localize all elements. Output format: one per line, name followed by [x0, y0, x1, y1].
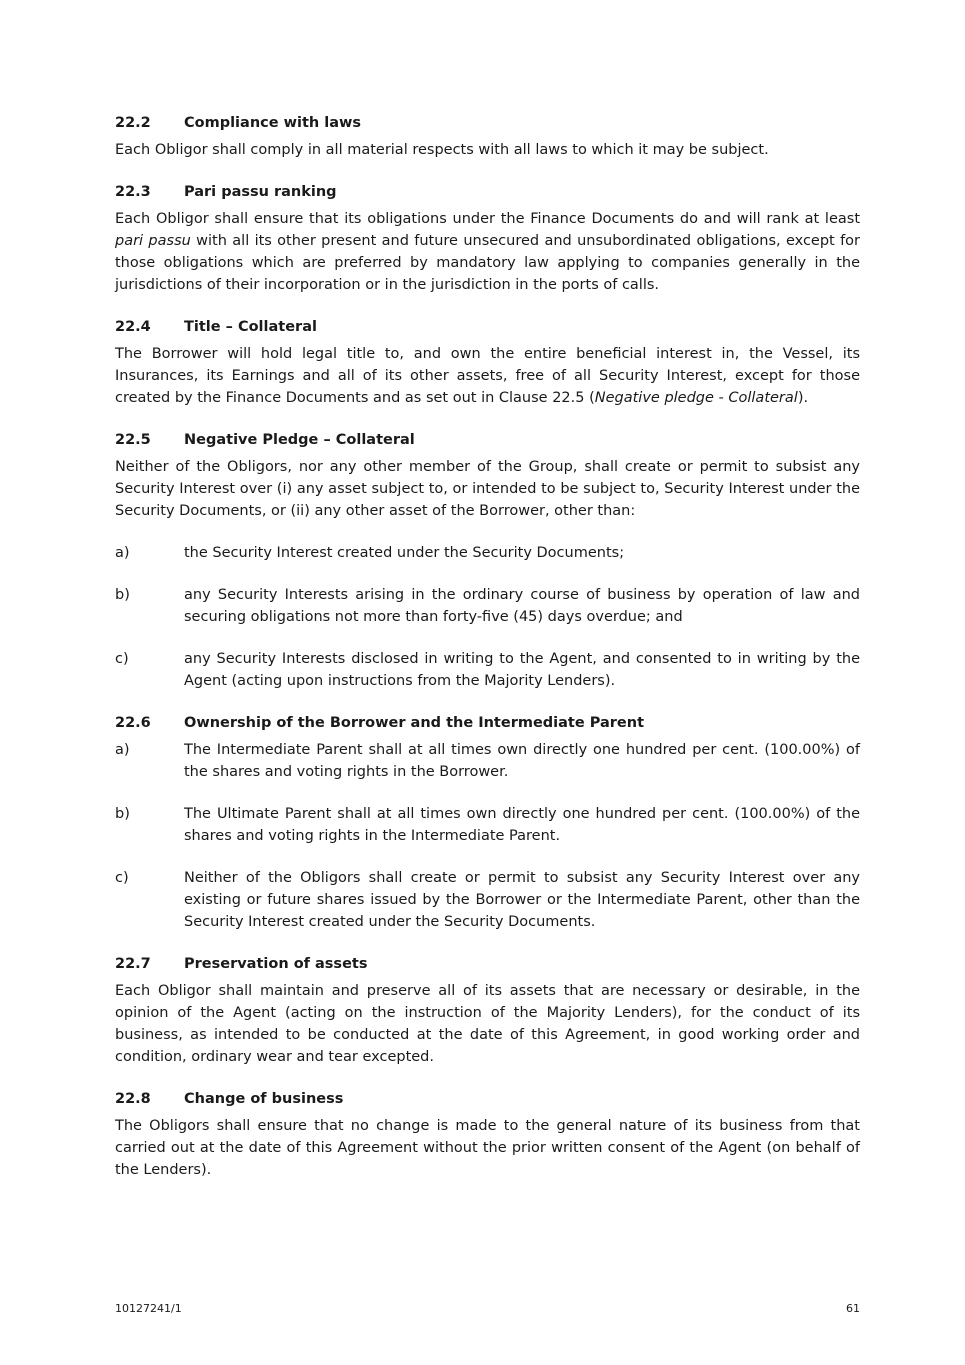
section-paragraph: Each Obligor shall maintain and preserve all of its assets that are necessary or desirable, in the opinion of the Agent (acting on the instruction of the Majority Lenders), for the conduct of its business, as intended to be conducted at the date of this Agreement, in good working order and condition, ordinary wear and tear excepted.: [115, 983, 860, 1065]
list-item: [115, 739, 860, 783]
section-heading: [115, 316, 860, 338]
paragraph-text: Each Obligor shall ensure that its obligations under the Finance Documents do and will rank at least: [115, 211, 860, 227]
list-item-text: The Ultimate Parent shall at all times own directly one hundred per cent. (100.00%) of the shares and voting rights in the Intermediate Parent.: [184, 806, 860, 844]
section-heading: [115, 712, 860, 734]
section-paragraph: The Obligors shall ensure that no change is made to the general nature of its business from that carried out at the date of this Agreement without the prior written consent of the Agent (on behalf of the Lenders).: [115, 1118, 860, 1178]
section-title: Negative Pledge – Collateral: [184, 432, 415, 448]
section-number: 22.2: [115, 115, 151, 131]
page-footer: [115, 1302, 860, 1315]
list-item-label: c): [115, 870, 129, 886]
list-item-text: any Security Interests disclosed in writing to the Agent, and consented to in writing by the Agent (acting upon instructions from the Majority Lenders).: [184, 651, 860, 689]
list-item-text: any Security Interests arising in the ordinary course of business by operation of law and securing obligations not more than forty-five (45) days overdue; and: [184, 587, 860, 625]
italic-term: pari passu: [115, 233, 191, 249]
document-body: [115, 112, 860, 1201]
list-item-label: a): [115, 545, 130, 561]
list-item-label: b): [115, 587, 130, 603]
list-item: [115, 542, 860, 564]
list-item: [115, 648, 860, 692]
section-paragraph: Each Obligor shall comply in all material respects with all laws to which it may be subject.: [115, 142, 769, 158]
section-paragraph: Neither of the Obligors, nor any other member of the Group, shall create or permit to subsist any Security Interest over (i) any asset subject to, or intended to be subject to, Security Interest under the Security Documents, or (ii) any other asset of the Borrower, other than:: [115, 459, 860, 519]
list-item-label: b): [115, 806, 130, 822]
section-number: 22.6: [115, 715, 151, 731]
section-paragraph: [115, 208, 860, 296]
section-title: Pari passu ranking: [184, 184, 337, 200]
section-title: Change of business: [184, 1091, 344, 1107]
section-heading: [115, 112, 860, 134]
section-paragraph: [115, 343, 860, 409]
section-number: 22.7: [115, 956, 151, 972]
section-number: 22.4: [115, 319, 151, 335]
list-item: [115, 803, 860, 847]
paragraph-text: The Borrower will hold legal title to, and own the entire beneficial interest in, the Vessel, its Insurances, its Earnings and all of its other assets, free of all Security Interest, except for those created by the Finance Documents and as set out in Clause 22.5 (: [115, 346, 860, 406]
list-item-text: the Security Interest created under the Security Documents;: [184, 545, 625, 561]
clause-reference: Negative pledge - Collateral: [594, 390, 798, 406]
list-item-text: Neither of the Obligors shall create or permit to subsist any Security Interest over any existing or future shares issued by the Borrower or the Intermediate Parent, other than the Security Interest created under the Security Documents.: [184, 870, 860, 930]
document-reference: 10127241/1: [115, 1302, 182, 1315]
list-item: [115, 584, 860, 628]
section-title: Title – Collateral: [184, 319, 317, 335]
section-number: 22.8: [115, 1091, 151, 1107]
section-title: Compliance with laws: [184, 115, 362, 131]
section-heading: [115, 429, 860, 451]
paragraph-text: with all its other present and future unsecured and unsubordinated obligations, except for those obligations which are preferred by mandatory law applying to companies generally in the jurisdictions of their incorporation or in the jurisdiction in the ports of calls.: [115, 233, 861, 293]
section-title: Ownership of the Borrower and the Intermediate Parent: [184, 715, 644, 731]
section-title: Preservation of assets: [184, 956, 368, 972]
section-heading: [115, 1088, 860, 1110]
paragraph-text: ).: [797, 390, 809, 406]
list-item-label: a): [115, 742, 130, 758]
section-heading: [115, 181, 860, 203]
list-item: [115, 867, 860, 933]
section-number: 22.5: [115, 432, 151, 448]
section-heading: [115, 953, 860, 975]
list-item-text: The Intermediate Parent shall at all times own directly one hundred per cent. (100.00%) of the shares and voting rights in the Borrower.: [184, 742, 860, 780]
list-item-label: c): [115, 651, 129, 667]
page-number: 61: [846, 1302, 860, 1315]
section-number: 22.3: [115, 184, 151, 200]
